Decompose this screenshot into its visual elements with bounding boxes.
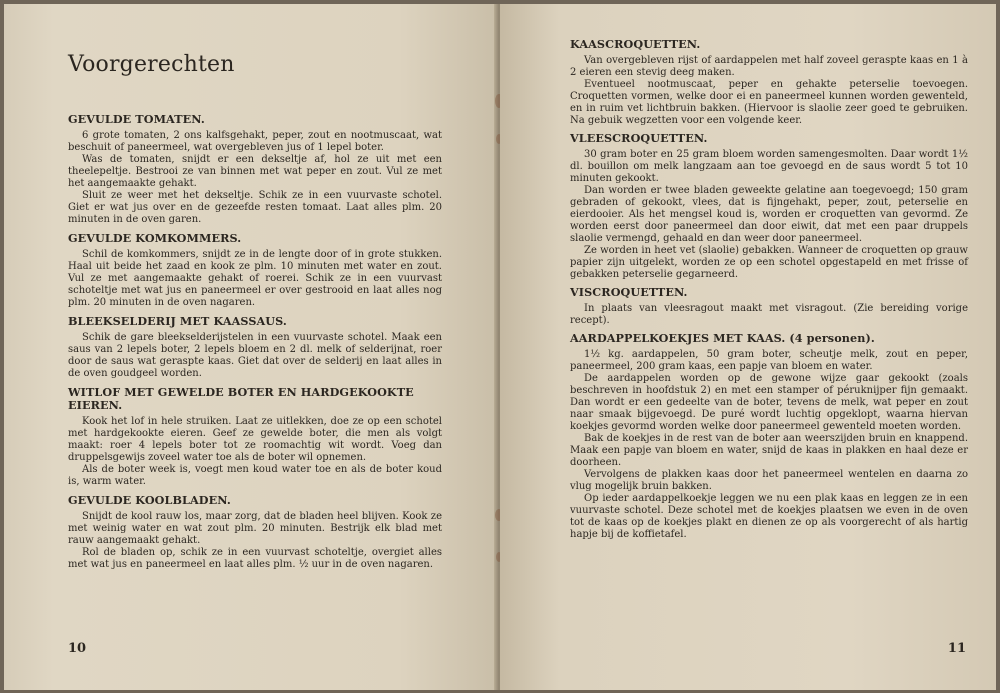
recipe-title: GEVULDE TOMATEN.: [68, 112, 205, 126]
recipe-paragraph: Schik de gare bleekselderijstelen in een vuurvaste schotel. Maak een saus van 2 lepels boter, 2 lepels bloem en 2 dl. melk of selderijnat, roer door de saus wat geraspte kaas. Giet dat over de selderij en laat alles in de oven goudgeel worden.: [68, 332, 442, 379]
recipe-paragraph: 1½ kg. aardappelen, 50 gram boter, scheutje melk, zout en peper, paneermeel, 200 gram kaas, een papje van bloem en water.: [570, 349, 968, 372]
recipe-paragraph: Van overgebleven rijst of aardappelen met half zoveel geraspte kaas en 1 à 2 eieren een stevig deeg maken.: [570, 55, 968, 78]
recipe-paragraph: Vervolgens de plakken kaas door het paneermeel wentelen en daarna zo vlug mogelijk bruin bakken.: [570, 469, 968, 492]
recipe-paragraph: Als de boter week is, voegt men koud water toe en als de boter koud is, warm water.: [68, 464, 442, 487]
recipe-paragraph: Ze worden in heet vet (slaolie) gebakken. Wanneer de croquetten op grauw papier zijn uitgelekt, worden ze op een schotel opgestapeld en met frisse of gebakken peterselie gegarneerd.: [570, 245, 968, 280]
recipe-paragraph: 30 gram boter en 25 gram bloem worden samengesmolten. Daar wordt 1½ dl. bouillon om melk langzaam aan toe gevoegd en de saus wordt 5 tot 10 minuten gekookt.: [570, 149, 968, 184]
recipe-aardappelkoekjes: [570, 332, 968, 541]
recipe-gevulde-tomaten: [68, 113, 442, 226]
recipe-paragraph: Rol de bladen op, schik ze in een vuurvast schoteltje, overgiet alles met wat jus en paneermeel en laat alles plm. ½ uur in de oven nagaren.: [68, 547, 442, 570]
recipe-paragraph: Kook het lof in hele struiken. Laat ze uitlekken, doe ze op een schotel met hardgekookte eieren. Geef ze gewelde boter, die men als volgt maakt: roer 4 lepels boter tot ze roomachtig wit wordt. Voeg dan druppelsgewijs zoveel water toe als de boter wil opnemen.: [68, 416, 442, 463]
recipe-title: WITLOF MET GEWELDE BOTER EN HARDGEKOOKTE EIEREN.: [68, 385, 414, 412]
recipe-bleekselderij: [68, 315, 442, 380]
left-page: [4, 4, 498, 690]
recipe-title: AARDAPPELKOEKJES MET KAAS. (4 personen).: [570, 331, 875, 345]
recipe-paragraph: Was de tomaten, snijdt er een dekseltje af, hol ze uit met een theelepeltje. Bestrooi ze van binnen met wat peper en zout. Vul ze met het aangemaakte gehakt.: [68, 154, 442, 189]
recipe-paragraph: Dan worden er twee bladen geweekte gelatine aan toegevoegd; 150 gram gebraden of gekookt, vlees, dat is fijngehakt, peper, zout, peterselie en eierdooier. Als het mengsel koud is, worden er croquetten van gevormd. Ze worden eerst door paneermeel dan door eiwit, dat met een paar druppels slaolie vermengd, gehaald en dan weer door paneermeel.: [570, 185, 968, 244]
recipe-paragraph: Sluit ze weer met het dekseltje. Schik ze in een vuurvaste schotel. Giet er wat jus over en de gezeefde resten tomaat. Laat alles plm. 20 minuten in de oven garen.: [68, 190, 442, 225]
recipe-title: GEVULDE KOOLBLADEN.: [68, 493, 231, 507]
recipe-paragraph: 6 grote tomaten, 2 ons kalfsgehakt, peper, zout en nootmuscaat, wat beschuit of paneermeel, wat overgebleven jus of 1 lepel boter.: [68, 130, 442, 153]
recipe-paragraph: Snijdt de kool rauw los, maar zorg, dat de bladen heel blijven. Kook ze met weinig water en wat zout plm. 20 minuten. Bestrijk elk blad met rauw aangemaakt gehakt.: [68, 511, 442, 546]
recipe-title: VISCROQUETTEN.: [570, 285, 688, 299]
recipe-gevulde-komkommers: [68, 232, 442, 309]
recipe-vleescroquetten: [570, 132, 968, 281]
recipe-title: BLEEKSELDERIJ MET KAASSAUS.: [68, 314, 287, 328]
recipe-paragraph: Bak de koekjes in de rest van de boter aan weerszijden bruin en knappend. Maak een papje van bloem en water, snijd de kaas in plakken en haal deze er doorheen.: [570, 433, 968, 468]
chapter-title: Voorgerechten: [68, 52, 235, 77]
recipe-paragraph: De aardappelen worden op de gewone wijze gaar gekookt (zoals beschreven in hoofdstuk 2) en met een stamper of péruknijper fijn gemaakt. Dan wordt er een gedeelte van de boter, tevens de melk, wat peper en zout naar smaak bijgevoegd. De puré wordt luchtig opgeklopt, waarna hiervan koekjes gevormd worden welke door paneermeel gewenteld moeten worden.: [570, 373, 968, 432]
recipe-gevulde-koolbladen: [68, 494, 442, 571]
page-number-left: 10: [68, 641, 87, 656]
recipe-viscroquetten: [570, 286, 968, 327]
recipe-witlof: [68, 386, 442, 488]
page-number-right: 11: [947, 641, 966, 656]
recipe-title: GEVULDE KOMKOMMERS.: [68, 231, 242, 245]
recipe-paragraph: Eventueel nootmuscaat, peper en gehakte peterselie toevoegen. Croquetten vormen, welke door ei en paneermeel kunnen worden gewenteld, en in ruim vet lichtbruin bakken. (Hiervoor is slaolie zeer goed te gebruiken. Na gebuik wegzetten voor een volgende keer.: [570, 79, 968, 126]
recipe-kaascroquetten: [570, 38, 968, 127]
recipe-paragraph: Op ieder aardappelkoekje leggen we nu een plak kaas en leggen ze in een vuurvaste schotel. Deze schotel met de koekjes plaatsen we even in de oven tot de kaas op de koekjes plakt en dienen ze op als voorgerecht of als hartig hapje bij de koffietafel.: [570, 493, 968, 540]
recipe-title: VLEESCROQUETTEN.: [570, 131, 708, 145]
recipe-title: KAASCROQUETTEN.: [570, 37, 701, 51]
recipe-paragraph: Schil de komkommers, snijdt ze in de lengte door of in grote stukken. Haal uit beide het zaad en kook ze plm. 10 minuten met water en zout. Vul ze met aangemaakte gehakt of roerei. Schik ze in een vuurvast schoteltje met wat jus en paneermeel er over gestrooid en laat alles nog plm. 20 minuten in de oven nagaren.: [68, 249, 442, 308]
recipe-paragraph: In plaats van vleesragout maakt met visragout. (Zie bereiding vorige recept).: [570, 303, 968, 326]
right-page: [500, 4, 996, 690]
